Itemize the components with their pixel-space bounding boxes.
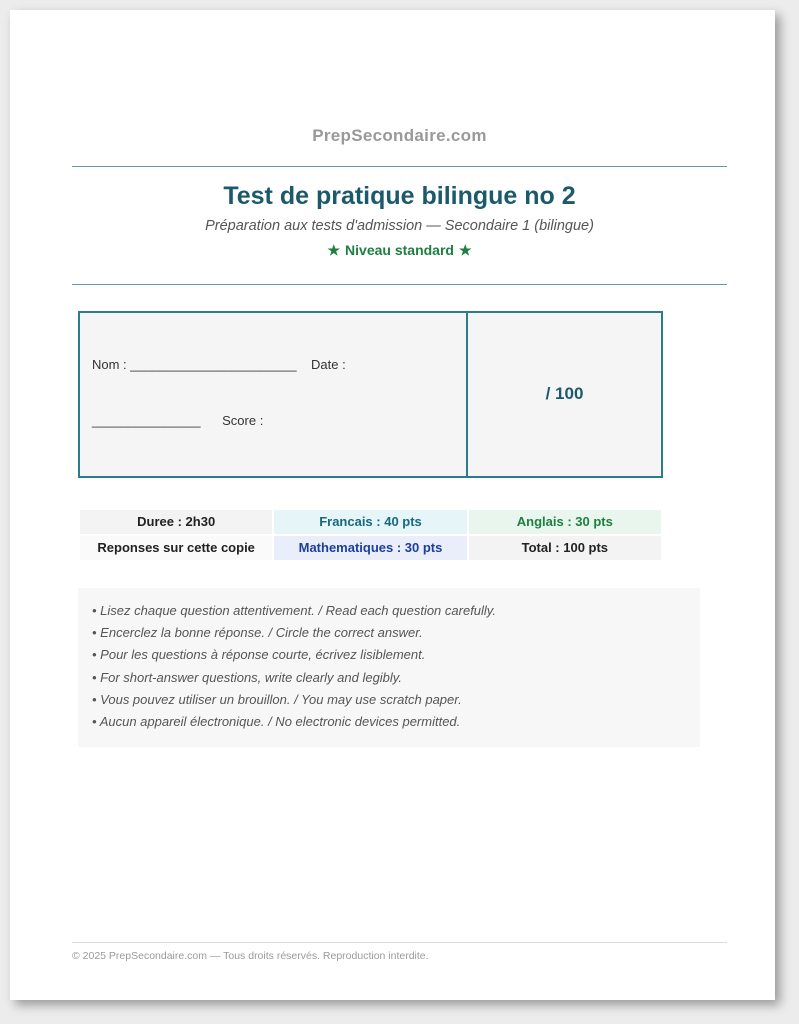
identity-fields (80, 313, 466, 476)
cell-math-points: Mathematiques : 30 pts (274, 536, 466, 560)
cell-french-points: Francais : 40 pts (274, 510, 466, 534)
document-page (10, 10, 775, 1000)
page-content (10, 10, 775, 747)
instruction-item: • Aucun appareil électronique. / No electronic devices permitted. (92, 714, 686, 730)
page-footer (72, 942, 727, 962)
identity-box (78, 311, 663, 478)
instructions-panel (78, 588, 700, 748)
page-title: Test de pratique bilingue no 2 (223, 182, 576, 210)
cell-english-points: Anglais : 30 pts (469, 510, 661, 534)
cell-total-points: Total : 100 pts (469, 536, 661, 560)
table-row (80, 510, 661, 534)
divider-rule-bottom (72, 284, 727, 285)
instructions-list (92, 603, 686, 731)
page-subtitle: Préparation aux tests d'admission — Secondaire 1 (bilingue) (205, 218, 594, 234)
level-badge (72, 242, 727, 259)
score-line: _______________ Score : (92, 413, 264, 429)
divider-rule-top (72, 166, 727, 167)
instruction-item: • Pour les questions à réponse courte, écrivez lisiblement. (92, 647, 686, 663)
brand-text: PrepSecondaire.com (312, 126, 487, 145)
instruction-item: • Vous pouvez utiliser un brouillon. / You may use scratch paper. (92, 692, 686, 708)
name-date-line: Nom : _______________________ Date : (92, 356, 346, 372)
score-total: / 100 (545, 384, 584, 404)
table-row (80, 536, 661, 560)
instruction-item: • Lisez chaque question attentivement. / Read each question carefully. (92, 603, 686, 619)
level-label: Niveau standard (345, 242, 454, 258)
star-icon: ★ (327, 242, 341, 258)
instruction-item: • Encerclez la bonne réponse. / Circle the correct answer. (92, 625, 686, 641)
instruction-item: • For short-answer questions, write clearly and legibly. (92, 670, 686, 686)
score-box (466, 313, 661, 476)
cell-answers-note: Reponses sur cette copie (80, 536, 272, 560)
summary-table (78, 508, 663, 562)
copyright-text: © 2025 PrepSecondaire.com — Tous droits réservés. Reproduction interdite. (72, 950, 429, 962)
cell-duration: Duree : 2h30 (80, 510, 272, 534)
star-icon: ★ (458, 242, 472, 258)
